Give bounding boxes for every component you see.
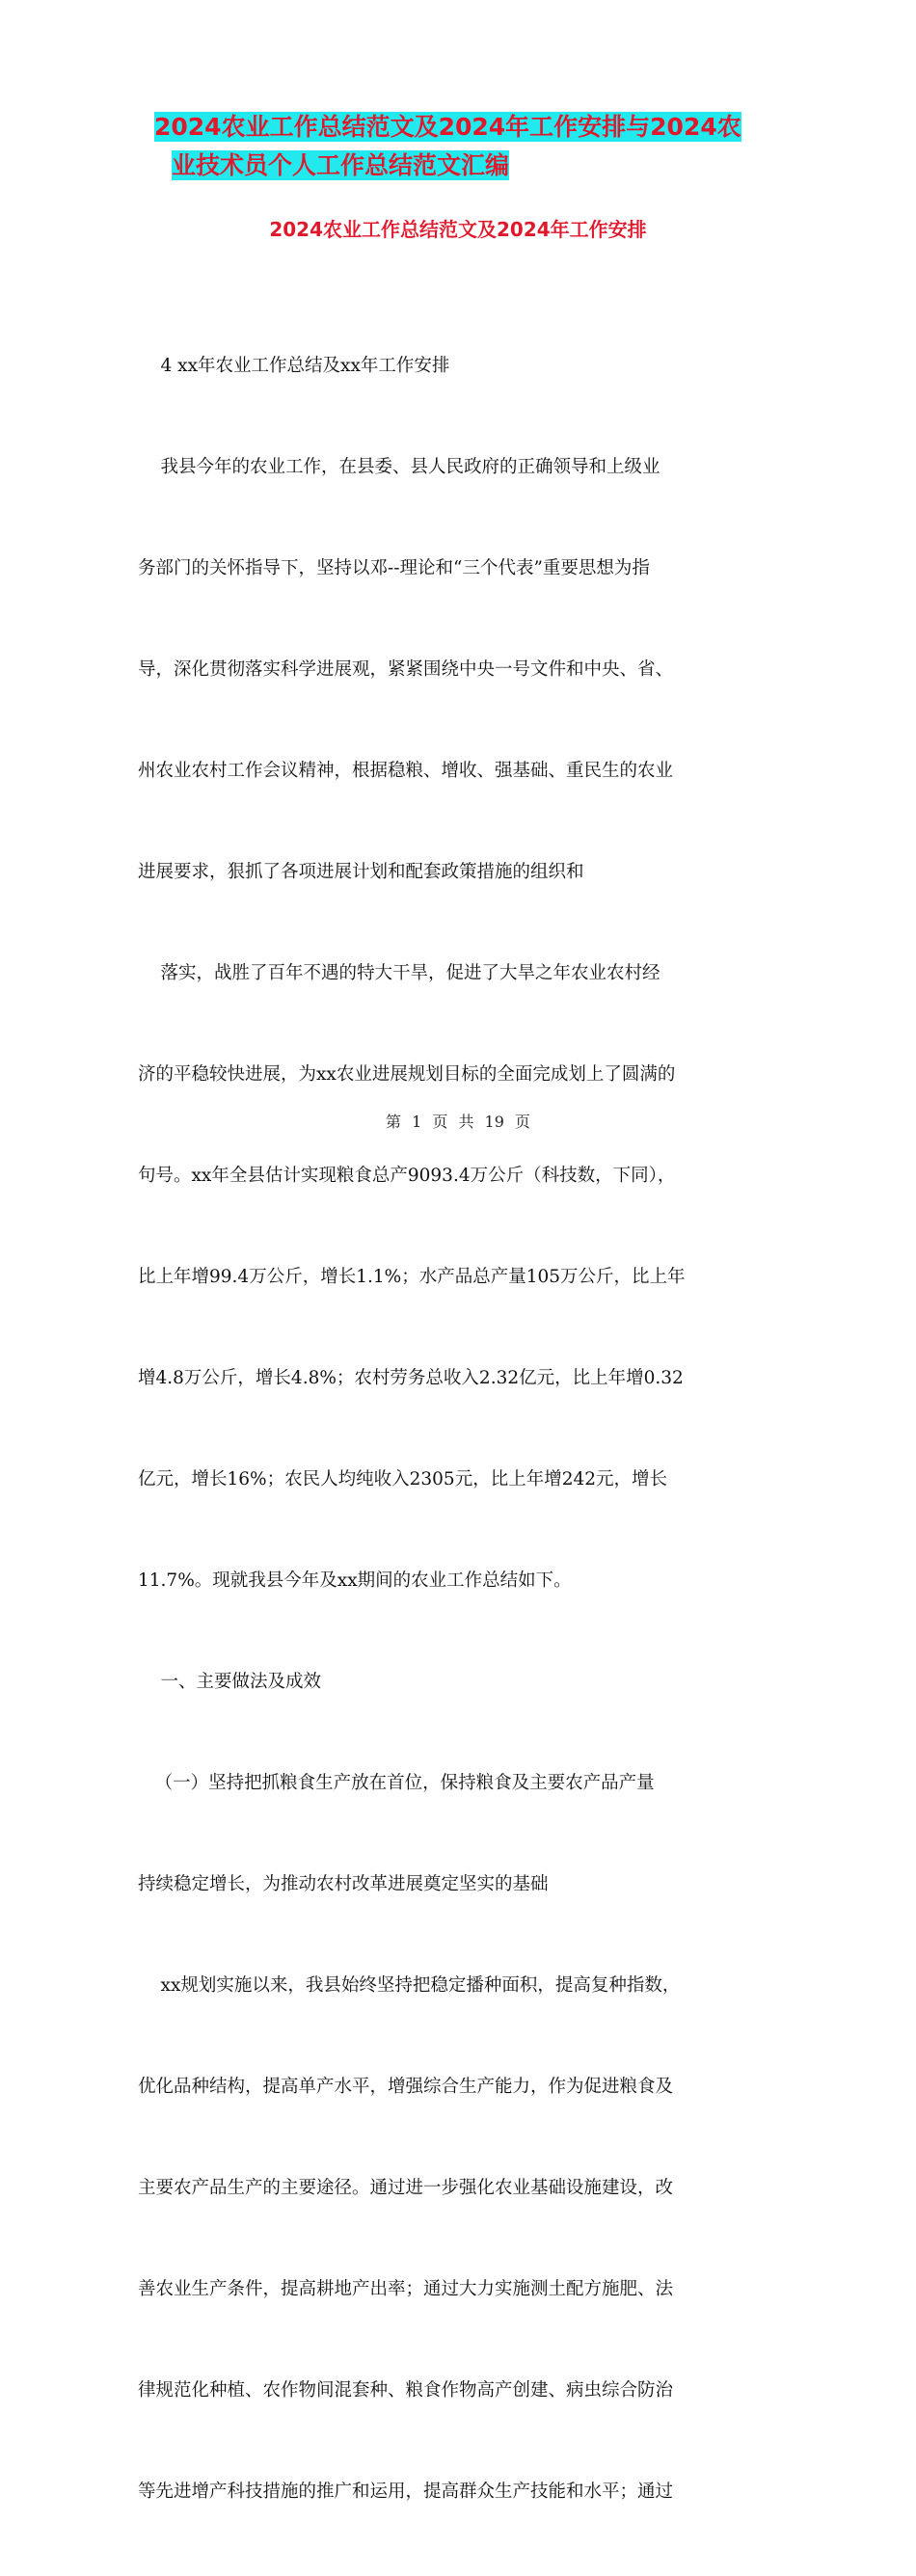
body-line: 持续稳定增长，为推动农村改革进展奠定坚实的基础 — [138, 1874, 549, 1894]
body-line: 主要农产品生产的主要途径。通过进一步强化农业基础设施建设，改 — [138, 2178, 674, 2198]
body-line: 济的平稳较快进展，为xx农业进展规划目标的全面完成划上了圆满的 — [138, 1064, 676, 1085]
title-line-1: 2024农业工作总结范文及2024年工作安排与2024农 — [154, 113, 741, 141]
body-line: 律规范化种植、农作物间混套种、粮食作物高产创建、病虫综合防治 — [138, 2380, 674, 2401]
title-line-2: 业技术员个人工作总结范文汇编 — [172, 151, 510, 179]
body-line: xx规划实施以来，我县始终坚持把稳定播种面积，提高复种指数， — [138, 1975, 681, 1996]
body-line: 一、主要做法及成效 — [138, 1672, 322, 1692]
body-line: 务部门的关怀指导下，坚持以邓--理论和“三个代表”重要思想为指 — [138, 558, 650, 578]
body-line: 导，深化贯彻落实科学进展观，紧紧围绕中央一号文件和中央、省、 — [138, 659, 674, 680]
body-line: （一）坚持把抓粮食生产放在首位，保持粮食及主要农产品产量 — [138, 1773, 655, 1793]
body-line: 等先进增产科技措施的推广和运用，提高群众生产技能和水平；通过 — [138, 2482, 674, 2502]
body-text — [138, 282, 784, 2576]
page-number: 第 1 页 共 19 页 — [386, 1113, 530, 1131]
body-line: 11.7%。现就我县今年及xx期间的农业工作总结如下。 — [138, 1570, 572, 1591]
body-line: 落实，战胜了百年不遇的特大干旱，促进了大旱之年农业农村经 — [138, 963, 660, 983]
body-line: 4 xx年农业工作总结及xx年工作安排 — [138, 356, 450, 376]
section-title: 2024农业工作总结范文及2024年工作安排 — [269, 218, 647, 241]
body-line: 比上年增99.4万公斤，增长1.1%；水产品总产量105万公斤，比上年 — [138, 1267, 686, 1287]
body-line: 句号。xx年全县估计实现粮食总产9093.4万公斤（科技数，下同）， — [138, 1166, 676, 1186]
body-line: 州农业农村工作会议精神，根据稳粮、增收、强基础、重民生的农业 — [138, 761, 674, 781]
body-line: 善农业生产条件，提高耕地产出率；通过大力实施测土配方施肥、法 — [138, 2279, 674, 2299]
document-title — [154, 108, 810, 185]
body-line: 我县今年的农业工作，在县委、县人民政府的正确领导和上级业 — [138, 457, 660, 477]
body-line: 进展要求，狠抓了各项进展计划和配套政策措施的组织和 — [138, 862, 584, 882]
body-line: 增4.8万公斤，增长4.8%；农村劳务总收入2.32亿元，比上年增0.32 — [138, 1368, 684, 1388]
body-line: 优化品种结构，提高单产水平，增强综合生产能力，作为促进粮食及 — [138, 2077, 674, 2097]
body-line: 亿元，增长16%；农民人均纯收入2305元，比上年增242元，增长 — [138, 1469, 668, 1489]
